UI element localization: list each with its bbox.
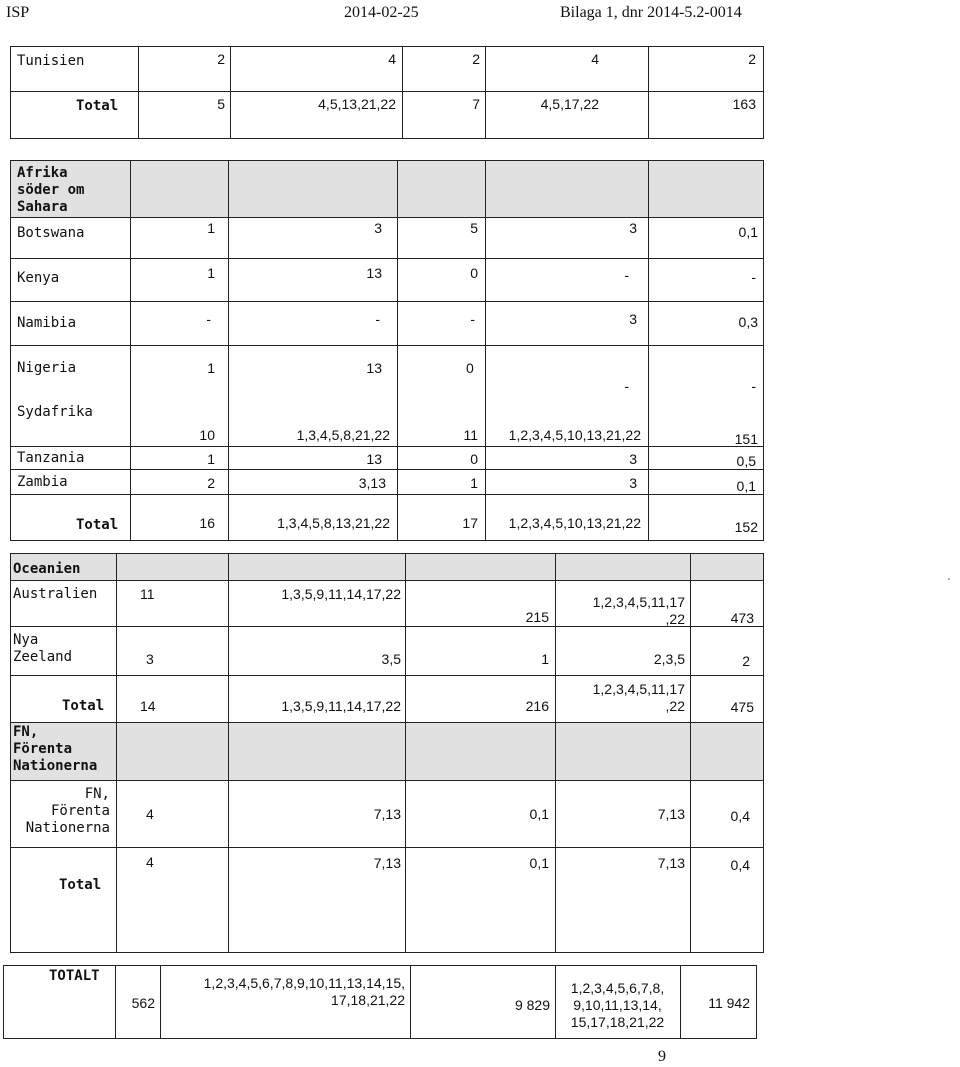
country-name: Sydafrika [17,404,93,420]
cell: 2 [742,653,750,669]
cell: 1 [470,475,478,491]
cell: 7 [472,96,480,112]
country-name: Tanzania [17,450,85,466]
cell: 5 [217,96,225,112]
country-name: Kenya [17,270,60,286]
grand-total-label: TOTALT [49,968,100,984]
cell: 2 [748,51,756,67]
cell: 1 [207,451,215,467]
cell: 1,3,5,9,11,14,17,22 [281,698,401,714]
cell: 1,2,3,4,5,6,7,8,9,10,11,13,14,15, 17,18,21,22 [203,975,405,1008]
section-title-oceanien: Oceanien [13,561,81,577]
cell: 0,1 [738,224,758,240]
cell: 216 [525,698,549,714]
cell: 0,3 [738,314,758,330]
cell: 3 [629,475,637,491]
cell: 14 [140,698,156,714]
cell: - [375,311,380,327]
section-title-fn: FN, Förenta Nationerna [13,724,98,774]
cell: 4,5,13,21,22 [318,96,396,112]
total-label: Total [62,698,105,714]
cell: 7,13 [373,806,401,822]
country-name: Zambia [17,474,68,490]
cell: 1 [207,265,215,281]
cell: - [470,311,475,327]
cell: 11 [463,427,478,443]
header-date: 2014-02-25 [344,4,419,21]
cell: 4 [388,51,396,67]
cell: 3 [629,451,637,467]
cell: - [751,378,756,394]
country-name: FN, Förenta Nationerna [25,786,110,836]
cell: 1,3,4,5,8,21,22 [296,427,390,443]
cell: 13 [366,451,382,467]
cell: 0,4 [730,808,750,824]
cell: 1,3,5,9,11,14,17,22 [281,586,401,602]
page-number: 9 [658,1048,666,1065]
cell: 13 [366,265,382,281]
cell: 1 [207,220,215,236]
cell: 4,5,17,22 [540,96,599,112]
cell: 0,4 [730,857,750,873]
scan-speck [948,578,950,580]
cell: 11 942 [708,995,750,1011]
cell: 4 [591,51,599,67]
cell: 0 [470,265,478,281]
cell: 1,2,3,4,5,11,17 ,22 [592,594,685,627]
cell: 7,13 [373,855,401,871]
country-name: Nigeria [17,360,77,376]
country-name: Australien [13,586,98,602]
cell: 7,13 [657,855,685,871]
cell: 1,2,3,4,5,10,13,21,22 [508,427,641,443]
cell: 2 [207,475,215,491]
cell: 13 [366,360,382,376]
cell: - [624,378,629,394]
cell: 11 [140,586,155,602]
cell: 3 [146,651,154,667]
cell: 3,5 [381,651,401,667]
cell: 0 [466,360,474,376]
cell: 1,2,3,4,5,10,13,21,22 [508,515,641,531]
cell: 1,3,4,5,8,13,21,22 [277,515,390,531]
cell: 0 [470,451,478,467]
country-name: Namibia [17,315,77,331]
cell: 7,13 [657,806,685,822]
cell: 473 [730,610,754,626]
cell: 3 [629,311,637,327]
cell: 0,5 [736,453,756,469]
cell: 1,2,3,4,5,6,7,8, 9,10,11,13,14, 15,17,18,21,22 [570,980,665,1030]
cell: 2,3,5 [653,651,685,667]
cell: 215 [525,609,549,625]
total-label: Total [76,98,119,114]
cell: 152 [734,519,758,535]
cell: 3 [374,220,382,236]
header-reference: Bilaga 1, dnr 2014-5.2-0014 [560,4,742,21]
cell: 475 [730,699,754,715]
cell: 2 [472,51,480,67]
cell: 3 [629,220,637,236]
cell: - [206,311,211,327]
cell: 5 [470,220,478,236]
cell: 1,2,3,4,5,11,17 ,22 [592,681,685,714]
country-name: Botswana [17,225,85,241]
country-name: Nya Zeeland [13,632,73,665]
cell: 1 [207,360,215,376]
cell: 2 [217,51,225,67]
cell: - [751,269,756,285]
cell: 0,1 [529,855,549,871]
total-label: Total [76,517,119,533]
section-title-afrika: Afrika söder om Sahara [17,165,85,215]
cell: 4 [146,854,154,870]
cell: - [624,267,629,283]
cell: 562 [131,995,155,1011]
cell: 17 [462,515,478,531]
cell: 10 [199,427,215,443]
cell: 151 [734,431,758,447]
header-left: ISP [6,4,30,21]
country-name: Tunisien [17,53,85,69]
cell: 0,1 [529,806,549,822]
cell: 9 829 [514,997,550,1013]
cell: 3,13 [358,475,386,491]
cell: 16 [199,515,215,531]
cell: 1 [541,651,549,667]
cell: 4 [146,806,154,822]
total-label: Total [59,877,102,893]
cell: 0,1 [736,478,756,494]
cell: 163 [732,96,756,112]
